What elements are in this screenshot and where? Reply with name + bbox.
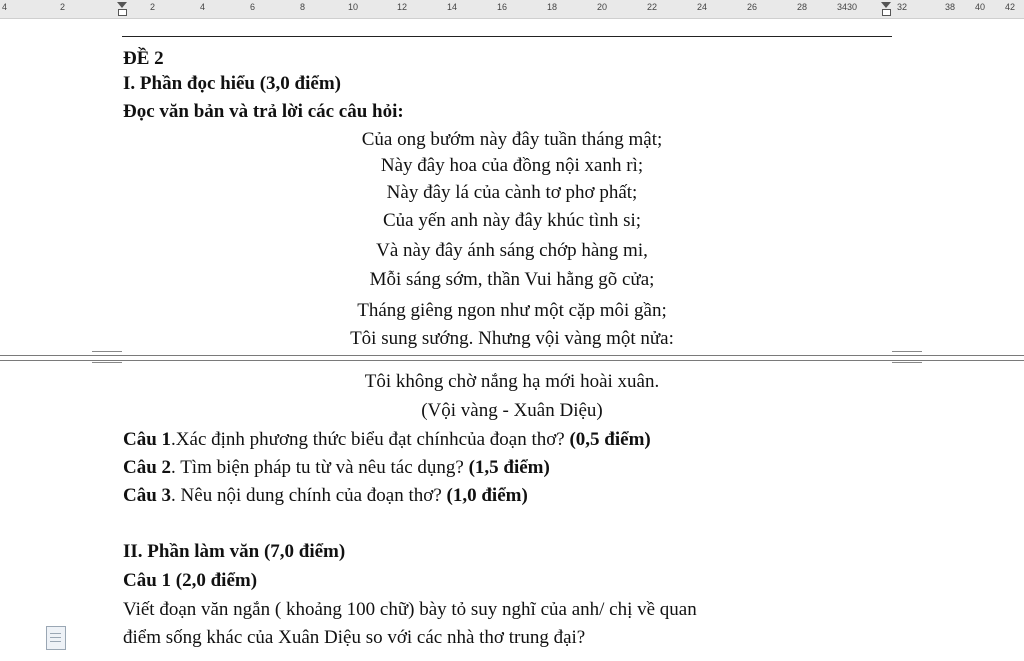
question-label: Câu 1 bbox=[123, 429, 172, 450]
ruler-tick: 30 bbox=[847, 2, 858, 12]
question-label: Câu 3 bbox=[123, 485, 172, 506]
poem-line: Này đây lá của cành tơ phơ phất; bbox=[386, 182, 638, 203]
ruler-tick: 32 bbox=[897, 2, 908, 12]
ruler-tick: 10 bbox=[348, 2, 359, 12]
poem-source: (Vội vàng - Xuân Diệu) bbox=[421, 400, 603, 421]
poem-line: Tôi không chờ nắng hạ mới hoài xuân. bbox=[364, 371, 660, 392]
question-2 bbox=[123, 457, 550, 479]
ruler-tick: 24 bbox=[697, 2, 708, 12]
essay-question-title: Câu 1 (2,0 điểm) bbox=[123, 570, 258, 591]
ruler-tick: 16 bbox=[497, 2, 508, 12]
ruler-tick: 22 bbox=[647, 2, 658, 12]
poem-line: Tháng giêng ngon như một cặp môi gần; bbox=[357, 300, 667, 321]
ruler-tick: 2 bbox=[60, 2, 66, 12]
ruler-tick: 6 bbox=[250, 2, 256, 12]
document-icon[interactable] bbox=[46, 626, 66, 650]
poem-line: Tôi sung sướng. Nhưng vội vàng một nửa: bbox=[350, 328, 674, 349]
poem-line: Của ong bướm này đây tuần tháng mật; bbox=[361, 129, 663, 150]
poem-line: Của yến anh này đây khúc tình si; bbox=[382, 210, 642, 231]
section1-title: I. Phần đọc hiểu (3,0 điểm) bbox=[123, 73, 341, 94]
question-3 bbox=[123, 485, 528, 507]
question-1 bbox=[123, 429, 651, 451]
poem-line: Này đây hoa của đồng nội xanh rì; bbox=[380, 155, 644, 176]
exam-heading: ĐỀ 2 bbox=[123, 48, 164, 69]
question-score: (1,0 điểm) bbox=[446, 485, 528, 506]
section2-title: II. Phần làm văn (7,0 điểm) bbox=[123, 541, 346, 562]
question-text: . Tìm biện pháp tu từ và nêu tác dụng? bbox=[171, 457, 464, 478]
question-text: . Nêu nội dung chính của đoạn thơ? bbox=[171, 485, 442, 506]
instruction-text: Đọc văn bản và trả lời các câu hỏi: bbox=[123, 101, 404, 122]
ruler-tick: 20 bbox=[597, 2, 608, 12]
ruler-tick: 34 bbox=[837, 2, 848, 12]
essay-question-text: điểm sống khác của Xuân Diệu so với các nhà thơ trung đại? bbox=[123, 627, 586, 648]
ruler-tick: 38 bbox=[945, 2, 956, 12]
question-label: Câu 2 bbox=[123, 457, 172, 478]
ruler-tick: 14 bbox=[447, 2, 458, 12]
ruler-tick: 2 bbox=[150, 2, 156, 12]
ruler-tick: 40 bbox=[975, 2, 986, 12]
poem-line: Và này đây ánh sáng chớp hàng mi, bbox=[376, 240, 648, 261]
question-score: (1,5 điểm) bbox=[468, 457, 550, 478]
ruler-tick: 4 bbox=[200, 2, 206, 12]
ruler-tick: 42 bbox=[1005, 2, 1016, 12]
ruler-tick: 26 bbox=[747, 2, 758, 12]
ruler-tick: 4 bbox=[2, 2, 8, 12]
ruler-tick: 8 bbox=[300, 2, 306, 12]
essay-question-text: Viết đoạn văn ngắn ( khoảng 100 chữ) bày tỏ suy nghĩ của anh/ chị về quan bbox=[123, 599, 697, 620]
question-score: (0,5 điểm) bbox=[569, 429, 651, 450]
ruler-tick: 12 bbox=[397, 2, 408, 12]
ruler-tick: 18 bbox=[547, 2, 558, 12]
question-text: .Xác định phương thức biểu đạt chínhcủa đoạn thơ? bbox=[171, 429, 565, 450]
ruler-tick: 28 bbox=[797, 2, 808, 12]
poem-line: Mỗi sáng sớm, thần Vui hằng gõ cửa; bbox=[369, 269, 655, 290]
